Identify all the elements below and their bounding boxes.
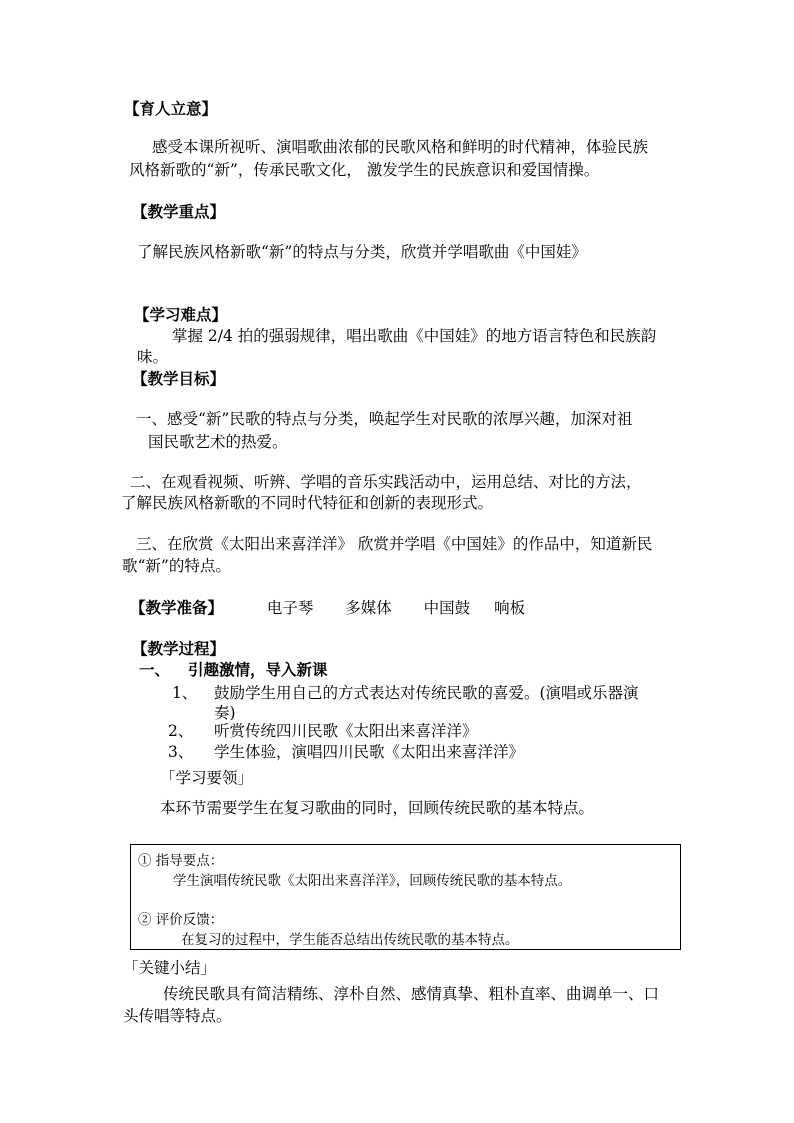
mubiao-3-line-1: 三、在欣赏《太阳出来喜洋洋》 欣赏并学唱《中国娃》的作品中，知道新民 [136, 535, 653, 553]
yuren-text-line-1: 感受本课所视听、演唱歌曲浓郁的民歌风格和鲜明的时代精神，体验民族 [152, 138, 649, 156]
zhunbei-item: 中国鼓 [423, 599, 471, 617]
zhongdian-heading: 【教学重点】 [132, 203, 226, 221]
zhunbei-item: 电子琴 [266, 599, 314, 617]
yaoling-text: 本环节需要学生在复习歌曲的同时，回顾传统民歌的基本特点。 [160, 799, 595, 817]
zhunbei-item: 响板 [494, 599, 526, 617]
yuren-heading: 【育人立意】 [124, 100, 218, 118]
feedback-label: ② 评价反馈： [138, 912, 224, 928]
mubiao-2-line-1: 二、在观看视频、听辨、学唱的音乐实践活动中，运用总结、对比的方法， [130, 473, 642, 491]
mubiao-1-line-2: 国民歌艺术的热爱。 [148, 433, 288, 451]
guidance-point-label: ① 指导要点： [138, 853, 224, 869]
mubiao-2-line-2: 了解民族风格新歌的不同时代特征和创新的表现形式。 [121, 494, 494, 512]
zhongdian-text: 了解民族风格新歌“新”的特点与分类，欣赏并学唱歌曲《中国娃》 [137, 243, 587, 261]
guidance-box [130, 844, 681, 950]
list-item-number: 1、 [172, 684, 198, 702]
guidance-point-text: 学生演唱传统民歌《太阳出来喜洋洋》，回顾传统民歌的基本特点。 [173, 873, 572, 889]
zhunbei-heading: 【教学准备】 [130, 599, 224, 617]
xiaojie-heading: 「关键小结」 [123, 959, 217, 977]
list-item-number: 2、 [168, 722, 194, 740]
mubiao-heading: 【教学目标】 [132, 370, 226, 388]
zhunbei-row [130, 597, 525, 619]
nandian-text-line-1: 掌握 2/4 拍的强弱规律，唱出歌曲《中国娃》的地方语言特色和民族韵 [172, 327, 657, 345]
feedback-text: 在复习的过程中，学生能否总结出传统民歌的基本特点。 [181, 932, 519, 948]
step-1-title: 引趣激情，导入新课 [188, 661, 328, 679]
list-item-text: 奏) [214, 704, 236, 722]
step-1-number: 一、 [139, 661, 171, 679]
list-item-text: 听赏传统四川民歌《太阳出来喜洋洋》 [214, 722, 478, 740]
xiaojie-text-line-2: 头传唱等特点。 [123, 1007, 232, 1025]
nandian-heading: 【学习难点】 [134, 306, 228, 324]
zhunbei-item: 多媒体 [345, 599, 392, 617]
guocheng-heading: 【教学过程】 [132, 640, 226, 658]
yaoling-heading: 「学习要领」 [160, 769, 254, 787]
mubiao-1-line-1: 一、感受“新”民歌的特点与分类，唤起学生对民歌的浓厚兴趣，加深对祖 [136, 410, 633, 428]
mubiao-3-line-2: 歌“新”的特点。 [122, 557, 231, 575]
list-item-text: 鼓励学生用自己的方式表达对传统民歌的喜爱。(演唱或乐器演 [214, 684, 639, 702]
nandian-text-line-2: 味。 [137, 348, 169, 366]
yuren-text-line-2: 风格新歌的“新”，传承民歌文化， 激发学生的民族意识和爱国情操。 [129, 161, 600, 179]
list-item-text: 学生体验，演唱四川民歌《太阳出来喜洋洋》 [214, 743, 525, 761]
list-item-number: 3、 [168, 743, 194, 761]
xiaojie-text-line-1: 传统民歌具有简洁精练、淳朴自然、感情真挚、粗朴直率、曲调单一、口 [163, 985, 660, 1003]
